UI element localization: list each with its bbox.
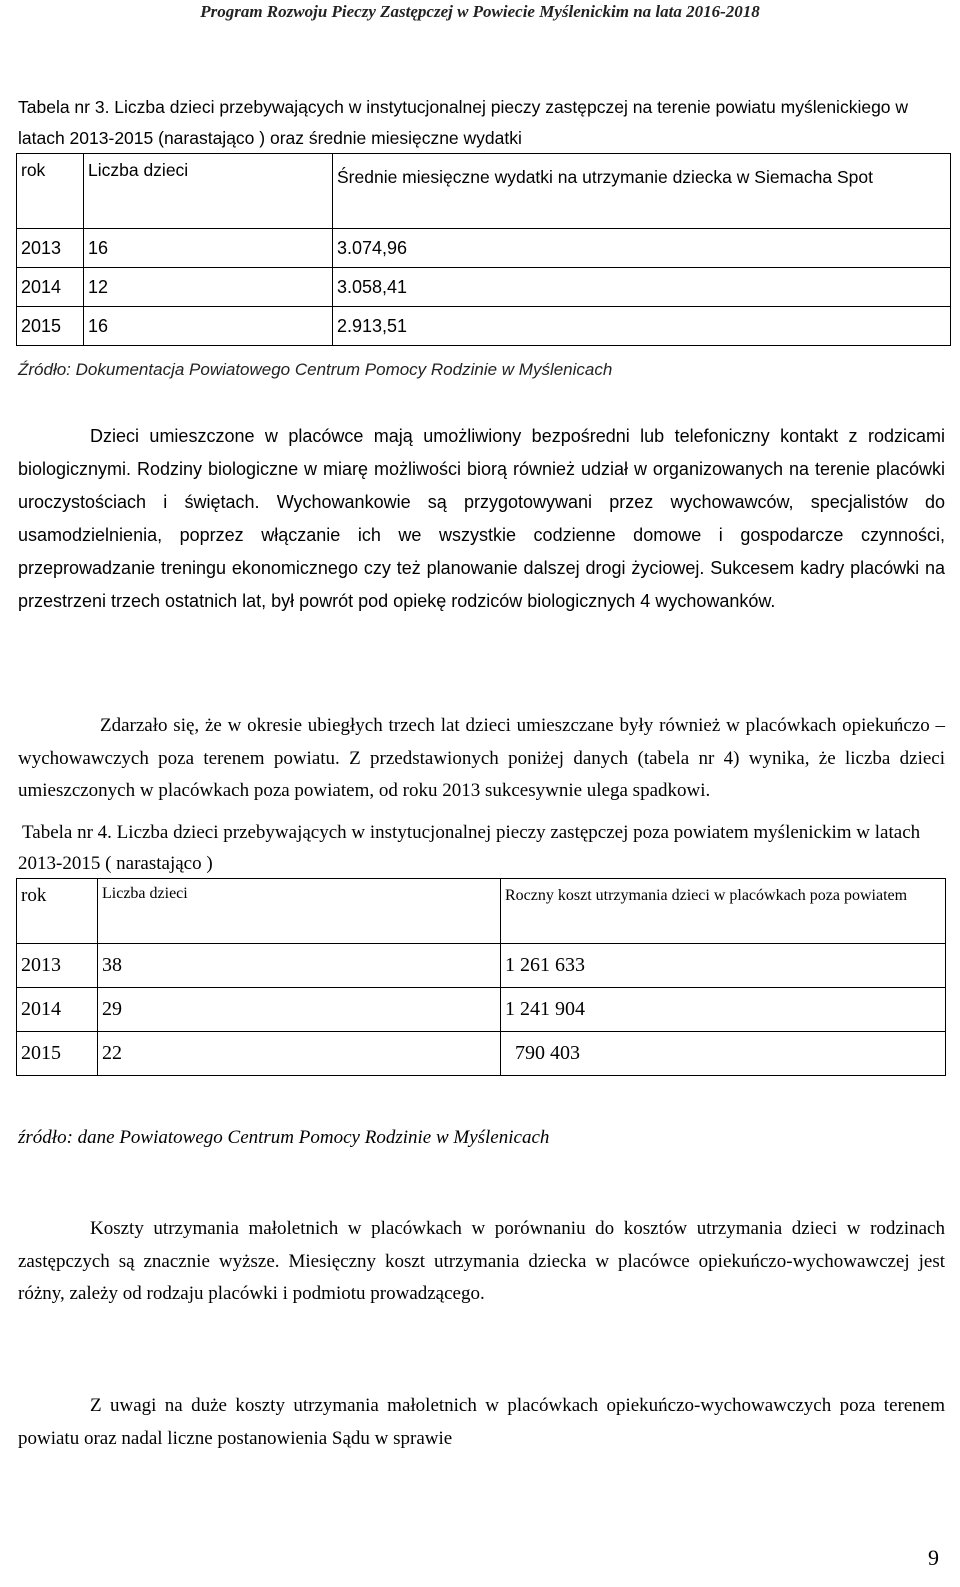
table3-cell-expenses: 2.913,51	[333, 307, 951, 346]
paragraph-text: Zdarzało się, że w okresie ubiegłych trzech lat dzieci umieszczane były również w placówkach opiekuńczo – wychowawczych poza terenem powiatu. Z przedstawionych poniżej danych (tabela nr 4) wynika, że liczba dzieci umieszczonych w placówkach poza powiatem, od roku 2013 sukcesywnie ulega spadkowi.	[18, 715, 945, 801]
paragraph-text: Dzieci umieszczone w placówce mają umożliwiony bezpośredni lub telefoniczny kontakt z rodzicami biologicznymi. Rodziny biologiczne w miarę możliwości biorą również udział w organizowanych na terenie placówki uroczystościach i świętach. Wychowankowie są przygotowywani przez wychowawców, specjalistów do usamodzielnienia, poprzez włączanie ich we wszystkie codzienne domowe i gospodarcze czynności, przeprowadzanie treningu ekonomicznego czy też planowanie dalszej drogi życiowej. Sukcesem kadry placówki na przestrzeni trzech ostatnich lat, był powrót pod opiekę rodziców biologicznych 4 wychowanków.	[18, 426, 945, 611]
table-row	[17, 268, 951, 307]
caption-text: Tabela nr 4. Liczba dzieci przebywających w instytucjonalnej pieczy zastępczej poza powiatem myślenickim w latach 2013-2015 ( narastająco )	[18, 822, 921, 874]
table3-header-expenses: Średnie miesięczne wydatki na utrzymanie dziecka w Siemacha Spot	[333, 154, 951, 229]
table3-header-count: Liczba dzieci	[84, 154, 333, 229]
table4-header-row	[17, 879, 946, 944]
table3-header-year: rok	[17, 154, 84, 229]
table4-cell-year: 2014	[17, 988, 98, 1032]
table3-cell-count: 16	[84, 307, 333, 346]
table-row	[17, 1032, 946, 1076]
table3-cell-year: 2015	[17, 307, 84, 346]
table4-header-year: rok	[17, 879, 98, 944]
table3-cell-year: 2014	[17, 268, 84, 307]
table3	[16, 153, 951, 346]
paragraph-outside-placements	[18, 710, 945, 808]
table4-caption	[18, 817, 945, 879]
table3-cell-expenses: 3.058,41	[333, 268, 951, 307]
table3-caption: Tabela nr 3. Liczba dzieci przebywających w instytucjonalnej pieczy zastępczej na terenie powiatu myślenickiego w latach 2013-2015 (narastająco ) oraz średnie miesięczne wydatki	[18, 97, 909, 148]
table-row	[17, 944, 946, 988]
paragraph-text: Koszty utrzymania małoletnich w placówkach w porównaniu do kosztów utrzymania dzieci w rodzinach zastępczych są znacznie wyższe. Miesięczny koszt utrzymania dziecka w placówce opiekuńczo-wychowawczej jest różny, zależy od rodzaju placówki i podmiotu prowadzącego.	[18, 1218, 945, 1304]
table4-cell-cost: 1 241 904	[501, 988, 946, 1032]
table4-cell-count: 38	[98, 944, 501, 988]
table-row	[17, 307, 951, 346]
table4-cell-cost: 1 261 633	[501, 944, 946, 988]
table4-cell-year: 2015	[17, 1032, 98, 1076]
table4-cell-year: 2013	[17, 944, 98, 988]
table4-header-cost: Roczny koszt utrzymania dzieci w placówkach poza powiatem	[501, 879, 946, 944]
paragraph-text: Z uwagi na duże koszty utrzymania małoletnich w placówkach opiekuńczo-wychowawczych poza terenem powiatu oraz nadal liczne postanowienia Sądu w sprawie	[18, 1395, 945, 1449]
page-number: 9	[928, 1545, 939, 1570]
table4-cell-count: 22	[98, 1032, 501, 1076]
table3-cell-count: 12	[84, 268, 333, 307]
table-row	[17, 229, 951, 268]
table4-source: źródło: dane Powiatowego Centrum Pomocy Rodzinie w Myślenicach	[18, 1127, 550, 1148]
table4-header-count: Liczba dzieci	[98, 879, 501, 944]
table3-cell-count: 16	[84, 229, 333, 268]
paragraph-family-contact	[18, 420, 945, 618]
paragraph-high-costs	[18, 1390, 945, 1455]
table3-source: Źródło: Dokumentacja Powiatowego Centrum Pomocy Rodzinie w Myślenicach	[18, 360, 613, 379]
table-row	[17, 988, 946, 1032]
table3-cell-expenses: 3.074,96	[333, 229, 951, 268]
table3-header-row	[17, 154, 951, 229]
table4-cell-count: 29	[98, 988, 501, 1032]
paragraph-costs	[18, 1213, 945, 1311]
table4	[16, 878, 946, 1076]
page-header: Program Rozwoju Pieczy Zastępczej w Powiecie Myślenickim na lata 2016-2018	[200, 2, 760, 21]
table4-cell-cost: 790 403	[501, 1032, 946, 1076]
table3-cell-year: 2013	[17, 229, 84, 268]
